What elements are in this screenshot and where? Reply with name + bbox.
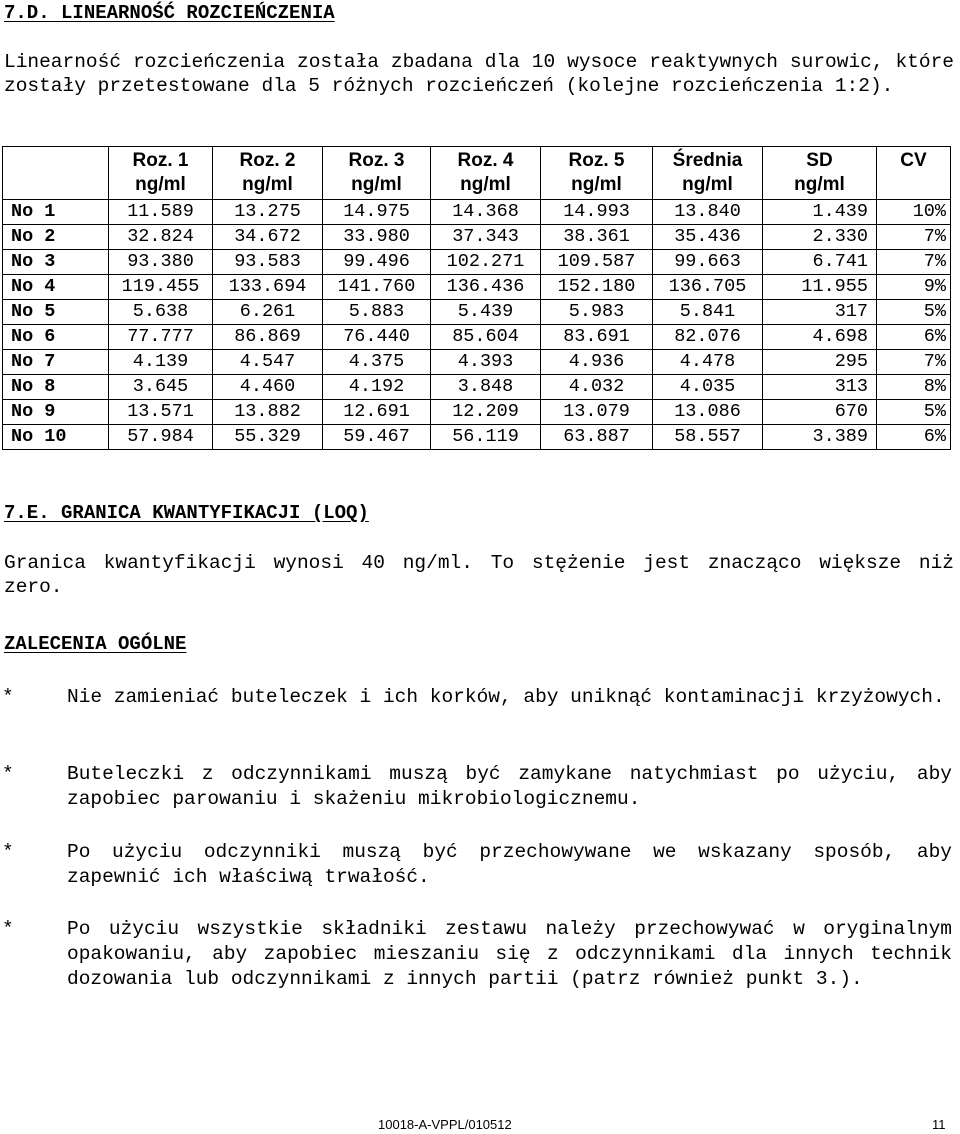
- bullet-marker: *: [2, 686, 14, 708]
- column-header-label: Roz. 5: [568, 150, 625, 171]
- table-cell: 37.343: [431, 225, 541, 250]
- table-cell: 12.691: [323, 400, 431, 425]
- table-cell: 152.180: [541, 275, 653, 300]
- row-label: No 5: [3, 300, 109, 325]
- general-recommendations-heading: ZALECENIA OGÓLNE: [4, 633, 187, 655]
- column-header-unit: ng/ml: [794, 174, 845, 195]
- table-cell: 35.436: [653, 225, 763, 250]
- column-header-unit: ng/ml: [242, 174, 293, 195]
- recommendation-text: Po użyciu odczynniki muszą być przechowywane we wskazany sposób, aby zapewnić ich właściwą trwałość.: [67, 841, 952, 888]
- table-cell: 4.478: [653, 350, 763, 375]
- table-cell: 5.983: [541, 300, 653, 325]
- table-cell: 38.361: [541, 225, 653, 250]
- table-cell: 4.032: [541, 375, 653, 400]
- row-label: No 3: [3, 250, 109, 275]
- dilution-linearity-table: [2, 146, 951, 450]
- table-cell: 5.439: [431, 300, 541, 325]
- recommendation-text: Po użyciu wszystkie składniki zestawu należy przechowywać w oryginalnym opakowaniu, aby zapobiec mieszaniu się z odczynnikami dla innych technik dozowania lub odczynnikami z innych partii (patrz również punkt 3.).: [67, 918, 952, 990]
- row-label: No 8: [3, 375, 109, 400]
- row-label: No 10: [3, 425, 109, 450]
- table-cell: 13.882: [213, 400, 323, 425]
- table-cell: 13.571: [109, 400, 213, 425]
- table-cell: 7%: [877, 350, 951, 375]
- table-cell: 7%: [877, 225, 951, 250]
- column-header: [3, 147, 109, 200]
- table-cell: 14.368: [431, 200, 541, 225]
- table-cell: 13.086: [653, 400, 763, 425]
- column-header-unit: ng/ml: [571, 174, 622, 195]
- table-cell: 670: [763, 400, 877, 425]
- recommendation-text: Buteleczki z odczynnikami muszą być zamykane natychmiast po użyciu, aby zapobiec parowaniu i skażeniu mikrobiologicznemu.: [67, 763, 952, 810]
- table-cell: 83.691: [541, 325, 653, 350]
- row-label: No 1: [3, 200, 109, 225]
- table-cell: 5.841: [653, 300, 763, 325]
- column-header: [763, 147, 877, 200]
- table-cell: 3.848: [431, 375, 541, 400]
- row-label: No 9: [3, 400, 109, 425]
- table-cell: 6%: [877, 425, 951, 450]
- loq-paragraph: Granica kwantyfikacji wynosi 40 ng/ml. To stężenie jest znacząco większe niż zero.: [4, 552, 954, 598]
- table-row: [3, 350, 951, 375]
- table-cell: 136.705: [653, 275, 763, 300]
- table-cell: 141.760: [323, 275, 431, 300]
- column-header-label: CV: [900, 150, 927, 171]
- dilution-linearity-paragraph: Linearność rozcieńczenia została zbadana dla 10 wysoce reaktywnych surowic, które zostały przetestowane dla 5 różnych rozcieńczeń (kolejne rozcieńczenia 1:2).: [4, 51, 954, 97]
- column-header-label: SD: [806, 150, 833, 171]
- table-cell: 59.467: [323, 425, 431, 450]
- table-cell: 133.694: [213, 275, 323, 300]
- table-cell: 99.496: [323, 250, 431, 275]
- column-header: [323, 147, 431, 200]
- table-row: [3, 425, 951, 450]
- row-label: No 7: [3, 350, 109, 375]
- table-row: [3, 275, 951, 300]
- table-cell: 10%: [877, 200, 951, 225]
- table-row: [3, 200, 951, 225]
- table-cell: 77.777: [109, 325, 213, 350]
- bullet-marker: *: [2, 763, 14, 785]
- table-row: [3, 375, 951, 400]
- table-row: [3, 250, 951, 275]
- table-cell: 86.869: [213, 325, 323, 350]
- table-cell: 295: [763, 350, 877, 375]
- table-cell: 4.035: [653, 375, 763, 400]
- table-cell: 313: [763, 375, 877, 400]
- column-header-label: Roz. 1: [132, 150, 189, 171]
- table-row: [3, 325, 951, 350]
- table-cell: 3.645: [109, 375, 213, 400]
- table-cell: 34.672: [213, 225, 323, 250]
- table-cell: 6%: [877, 325, 951, 350]
- table-cell: 14.993: [541, 200, 653, 225]
- table-cell: 14.975: [323, 200, 431, 225]
- table-cell: 82.076: [653, 325, 763, 350]
- column-header-label: Roz. 2: [239, 150, 296, 171]
- table-cell: 93.583: [213, 250, 323, 275]
- table-cell: 56.119: [431, 425, 541, 450]
- row-label: No 4: [3, 275, 109, 300]
- column-header-label: Średnia: [672, 150, 743, 171]
- column-header-label: Roz. 4: [457, 150, 514, 171]
- table-cell: 99.663: [653, 250, 763, 275]
- table-cell: 4.393: [431, 350, 541, 375]
- table-cell: 5%: [877, 400, 951, 425]
- recommendation-text: Nie zamieniać buteleczek i ich korków, aby uniknąć kontaminacji krzyżowych.: [67, 686, 945, 708]
- table-cell: 4.547: [213, 350, 323, 375]
- table-cell: 2.330: [763, 225, 877, 250]
- table-cell: 119.455: [109, 275, 213, 300]
- table-row: [3, 225, 951, 250]
- table-cell: 7%: [877, 250, 951, 275]
- column-header-label: Roz. 3: [348, 150, 405, 171]
- table-cell: 13.275: [213, 200, 323, 225]
- table-cell: 13.840: [653, 200, 763, 225]
- column-header: [877, 147, 951, 200]
- section-heading-dilution-linearity: 7.D. LINEARNOŚĆ ROZCIEŃCZENIA: [4, 2, 335, 24]
- table-cell: 11.589: [109, 200, 213, 225]
- table-cell: 8%: [877, 375, 951, 400]
- table-cell: 12.209: [431, 400, 541, 425]
- table-cell: 9%: [877, 275, 951, 300]
- table-cell: 317: [763, 300, 877, 325]
- table-cell: 57.984: [109, 425, 213, 450]
- column-header-unit: ng/ml: [135, 174, 186, 195]
- table-cell: 76.440: [323, 325, 431, 350]
- table-cell: 102.271: [431, 250, 541, 275]
- table-body: [3, 200, 951, 450]
- table-cell: 136.436: [431, 275, 541, 300]
- column-header-unit: ng/ml: [351, 174, 402, 195]
- row-label: No 2: [3, 225, 109, 250]
- table-cell: 3.389: [763, 425, 877, 450]
- table-cell: 58.557: [653, 425, 763, 450]
- table-cell: 5.638: [109, 300, 213, 325]
- table-cell: 13.079: [541, 400, 653, 425]
- table-cell: 85.604: [431, 325, 541, 350]
- table-cell: 5.883: [323, 300, 431, 325]
- table-cell: 63.887: [541, 425, 653, 450]
- table-cell: 6.261: [213, 300, 323, 325]
- table-cell: 4.936: [541, 350, 653, 375]
- table-row: [3, 400, 951, 425]
- document-code: 10018-A-VPPL/010512: [378, 1117, 512, 1132]
- table-header-row: [3, 147, 951, 200]
- table-cell: 93.380: [109, 250, 213, 275]
- column-header-unit: ng/ml: [682, 174, 733, 195]
- column-header: [213, 147, 323, 200]
- table-cell: 33.980: [323, 225, 431, 250]
- table-cell: 6.741: [763, 250, 877, 275]
- section-heading-loq: 7.E. GRANICA KWANTYFIKACJI (LOQ): [4, 502, 369, 524]
- row-label: No 6: [3, 325, 109, 350]
- table-cell: 4.460: [213, 375, 323, 400]
- table-cell: 1.439: [763, 200, 877, 225]
- column-header: [109, 147, 213, 200]
- column-header: [541, 147, 653, 200]
- table-cell: 11.955: [763, 275, 877, 300]
- table-cell: 109.587: [541, 250, 653, 275]
- table-row: [3, 300, 951, 325]
- table-cell: 5%: [877, 300, 951, 325]
- column-header: [653, 147, 763, 200]
- column-header-unit: ng/ml: [460, 174, 511, 195]
- table-cell: 4.192: [323, 375, 431, 400]
- bullet-marker: *: [2, 841, 14, 863]
- bullet-marker: *: [2, 918, 14, 940]
- table-cell: 4.139: [109, 350, 213, 375]
- column-header: [431, 147, 541, 200]
- table-cell: 4.375: [323, 350, 431, 375]
- table-cell: 55.329: [213, 425, 323, 450]
- page-number: 11: [932, 1117, 946, 1132]
- table-cell: 4.698: [763, 325, 877, 350]
- table-cell: 32.824: [109, 225, 213, 250]
